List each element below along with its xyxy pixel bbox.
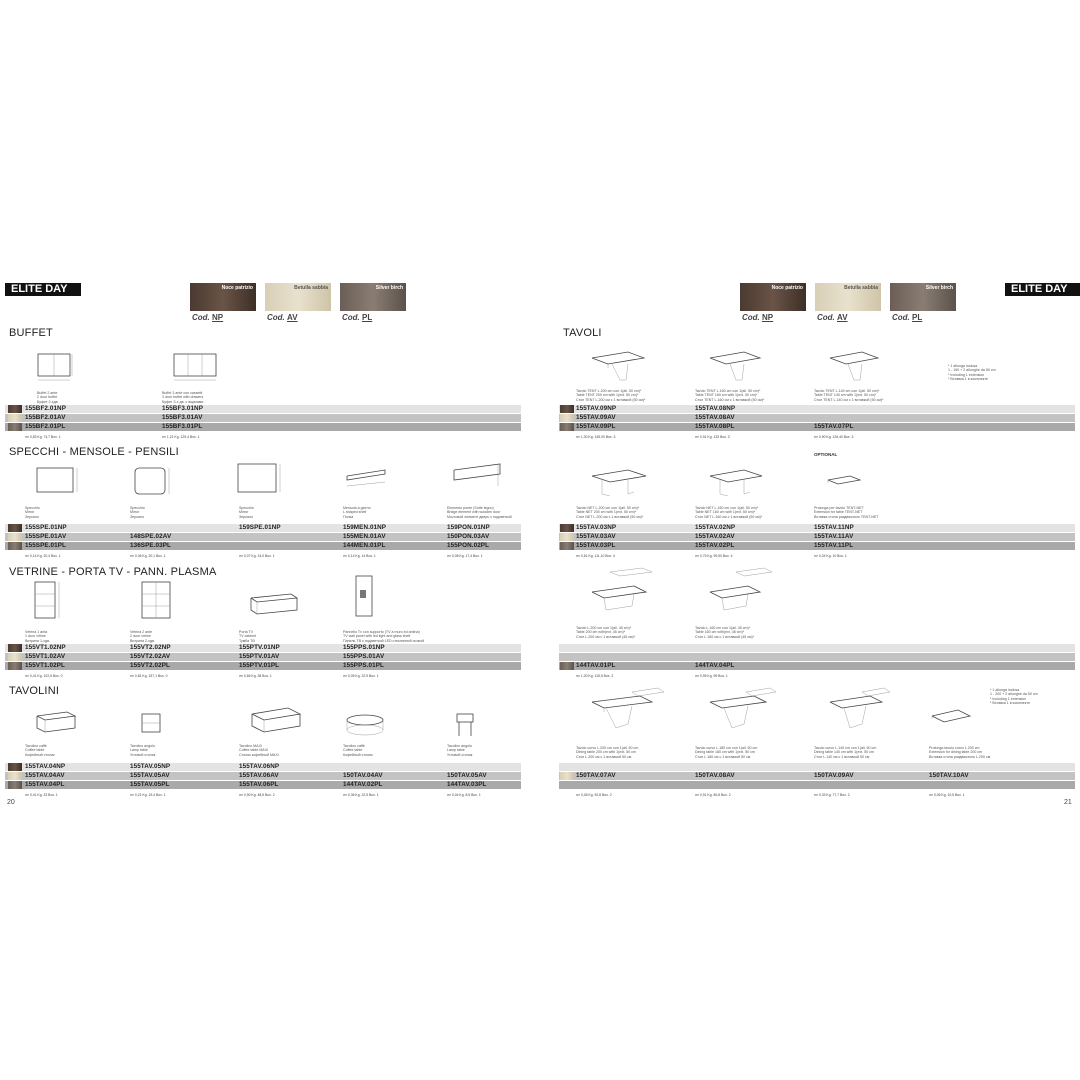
product-code: 144TAV.04PL <box>695 662 735 669</box>
chip-av <box>8 414 22 422</box>
curved-table-140-drawing <box>826 684 896 742</box>
product-code: 155VT1.02PL <box>25 662 65 669</box>
product-code: 155TAV.07PL <box>814 423 854 430</box>
product-spec: m³ 0,36 Kg. 22,5 Box. 1 <box>343 793 379 797</box>
product-spec: m³ 1,21 Kg. 129,4 Box. 1 <box>162 435 200 439</box>
product-code: 155TAV.03NP <box>576 524 617 531</box>
code-row-av <box>559 653 1075 661</box>
chip-av <box>8 533 22 541</box>
code-row-pl <box>559 781 1075 789</box>
table-160-drawing <box>706 566 778 626</box>
product-spec: m³ 0,06 Kg. 20,1 Box. 1 <box>130 554 166 558</box>
product-code: 155TAV.04NP <box>25 763 66 770</box>
mirror-drawing <box>133 466 183 502</box>
product-spec: m³ 0,41 Kg. 32 Box. 1 <box>25 793 58 797</box>
product-code: 155TAV.03PL <box>576 542 616 549</box>
cod-prefix: Cod. <box>342 313 360 322</box>
product-spec: m³ 0,91 Kg. 80,8 Box. 2 <box>695 793 731 797</box>
product-code: 155BF3.01NP <box>162 405 204 412</box>
swatch-noce-patrizio <box>190 283 256 311</box>
product-description: Vetrina 2 ante 2 door vitrine Витрина 2-хдв. <box>130 630 156 643</box>
product-code: 155PPS.01AV <box>343 653 385 660</box>
curved-table-180-drawing <box>706 684 780 742</box>
product-code: 155TAV.06PL <box>239 781 279 788</box>
product-description: Buffet 2 ante 2 door buffet Буфет 2-хдв. <box>37 391 59 404</box>
product-code: 155TAV.03AV <box>576 533 616 540</box>
product-description: Tavolino caffè Coffee table Кофейный столик <box>343 744 373 757</box>
product-spec: m³ 0,95 Kg. 99 Box. 1 <box>695 674 728 678</box>
product-code: 155SPE.01NP <box>25 524 67 531</box>
swatch-label: Silver birch <box>925 285 953 291</box>
swatch-silver-birch <box>890 283 956 311</box>
product-code: 155PTV.01NP <box>239 644 280 651</box>
bridge-element-drawing <box>452 462 512 498</box>
cod-code: PL <box>912 313 923 322</box>
chip-np <box>8 763 22 771</box>
chip-pl <box>8 423 22 431</box>
code-row-pl <box>5 423 521 431</box>
product-code: 155TAV.09AV <box>576 414 616 421</box>
section-title-tavoli: TAVOLI <box>563 327 602 339</box>
page-number-left: 20 <box>7 799 15 806</box>
product-spec: m³ 0,66 Kg. 38 Box. 1 <box>239 674 272 678</box>
buffet-3-door-drawing <box>172 352 222 388</box>
product-code: 144TAV.02PL <box>343 781 383 788</box>
product-code: 155PPS.01PL <box>343 662 385 669</box>
cod-code: PL <box>362 313 373 322</box>
product-description: Pannello Tv con supporto (TV a muro ed antina) TV wall panel with led light and glass shelf Панель ТВ с подсветкой LED стеклянной полкой <box>343 630 425 643</box>
product-code: 155SPE.01AV <box>25 533 67 540</box>
table-200-drawing <box>588 566 660 626</box>
product-code: 150TAV.08AV <box>695 772 735 779</box>
product-description: Mensola a giorno L shaped shelf Полка <box>343 506 371 519</box>
product-spec: m³ 0,05 Kg. 22,9 Box. 1 <box>343 674 379 678</box>
product-code: 155TAV.04PL <box>25 781 65 788</box>
product-description: Tavolino MAXI Coffee table MAXI Столик кофейный MAXI <box>239 744 279 757</box>
chip-np <box>8 524 22 532</box>
product-description: Tavolo L.200 cm con 1(all. 45 cm)* Table 200 cm with(ext. 45 cm)* Стол L.200 см с 1 вставкой (45 см)* <box>576 626 636 639</box>
product-code: 155TAV.02AV <box>695 533 735 540</box>
product-description: Prolunga per tavolo TENT-NET Extension for table TENT-NET Вставка стола раздвижного TENT-NET <box>814 506 879 519</box>
product-code: 155TAV.08NP <box>695 405 736 412</box>
product-code: 155TAV.08AV <box>695 414 735 421</box>
code-row-pl <box>559 662 1075 670</box>
chip-pl <box>8 542 22 550</box>
product-code: 155TAV.09PL <box>576 423 616 430</box>
table-net-160-drawing <box>706 466 768 504</box>
product-code: 159SPE.01NP <box>239 524 281 531</box>
product-spec: m³ 0,90 Kg. 48,5 Box. 2 <box>239 793 275 797</box>
cod-np <box>742 313 773 322</box>
product-code: 155PON.02PL <box>447 542 490 549</box>
code-row-np <box>559 644 1075 652</box>
product-spec: m³ 0,08 Kg. 17,4 Box. 1 <box>447 554 483 558</box>
mirror-drawing <box>236 462 286 498</box>
product-code: 150PON.03AV <box>447 533 490 540</box>
product-code: 155VT2.02NP <box>130 644 171 651</box>
product-code: 155VT2.02PL <box>130 662 170 669</box>
extension-drawing <box>826 474 866 494</box>
swatch-betulla-sabbia <box>265 283 331 311</box>
swatch-label: Betulla sabbia <box>294 285 328 291</box>
product-description: Tavolino caffè Coffee table Кофейный столик <box>25 744 55 757</box>
chip-pl <box>560 423 574 431</box>
product-description: Tavolo NET L.160 cm con 1(all. 50 cm)* Table NET 160 cm with 1(ext. 50 cm)* Стол NET L.160 см с 1 вставкой (50 см)* <box>695 506 763 519</box>
product-spec: m³ 0,14 Kg. 14 Box. 1 <box>343 554 376 558</box>
product-note: * 1 allunga inclusa 1 - 160 + 2 allunghe da 50 cm * Including 1 extension * Вставка 1 в комплекте <box>948 364 996 382</box>
code-row-np <box>559 405 1075 413</box>
swatch-betulla-sabbia <box>815 283 881 311</box>
chip-av <box>560 772 574 780</box>
brand-label-right: ELITE DAY <box>1005 283 1080 296</box>
coffee-table-drawing <box>33 710 83 742</box>
chip-av <box>560 414 574 422</box>
shelf-drawing <box>345 462 395 498</box>
product-code: 148SPE.02AV <box>130 533 172 540</box>
vitrine-1-door-drawing <box>33 580 69 626</box>
product-code: 155BF2.01NP <box>25 405 67 412</box>
product-code: 155TAV.06NP <box>239 763 280 770</box>
product-description: Tavolo NET L.200 cm con 1(all. 50 cm)* Table NET 200 cm with 1(ext. 50 cm)* Стол NET L.200 см с 1 вставкой (50 см)* <box>576 506 644 519</box>
product-description: Buffet 3 ante con cassetti 3 door buffet with drawers Буфет 3-х дв. с ящиками <box>162 391 204 404</box>
chip-pl <box>8 662 22 670</box>
product-code: 144MEN.01PL <box>343 542 386 549</box>
code-row-av <box>559 414 1075 422</box>
cod-prefix: Cod. <box>742 313 760 322</box>
chip-pl <box>560 662 574 670</box>
table-tent-140-drawing <box>826 348 886 386</box>
swatch-silver-birch <box>340 283 406 311</box>
product-code: 155TAV.04AV <box>25 772 65 779</box>
product-spec: m³ 0,06 Kg. 10,5 Box. 1 <box>929 793 965 797</box>
coffee-table-drawing <box>345 712 395 740</box>
product-description: Specchio Mirror Зеркало <box>25 506 40 519</box>
product-description: Tavolo curvo L.200 cm con 1(all. 50 cm Dining table 200 cm with 1(ext. 50 cm Стол L.200 см с 1 вставкой 50 см <box>576 746 639 759</box>
product-spec: m³ 0,81 Kg. 157,1 Box. 0 <box>130 674 168 678</box>
cod-pl <box>342 313 372 322</box>
optional-label: OPTIONAL <box>814 452 838 457</box>
chip-av <box>560 533 574 541</box>
product-description: Tavolo L.160 cm con 1(all. 45 cm)* Table 160 cm with(ext. 45 cm)* Стол L.160 см с 1 вставкой (45 см)* <box>695 626 755 639</box>
product-description: Tavolo TENT L.160 cm con 1(all. 50 cm)* Table TENT 160 cm with 1(ext. 50 cm)* Стол TENT L.160 см с 1 вставкой (50 см)* <box>695 389 765 402</box>
chip-np <box>8 644 22 652</box>
chip-np <box>560 524 574 532</box>
cod-code: NP <box>762 313 774 322</box>
page-number-right: 21 <box>1064 799 1072 806</box>
table-net-200-drawing <box>588 466 650 504</box>
cod-prefix: Cod. <box>192 313 210 322</box>
product-description: Tavolo curvo L.140 cm con 1(all. 50 cm Dining table 140 cm with 1(ext. 50 cm Стол L.140 см с 1 вставкой 50 см <box>814 746 877 759</box>
product-spec: m³ 0,90 Kg. 126,40 Box. 3 <box>814 435 854 439</box>
product-spec: m³ 1,00 Kg. 115,5 Box. 2 <box>576 674 614 678</box>
product-code: 150TAV.09AV <box>814 772 854 779</box>
product-spec: m³ 0,04 Kg. 8,5 Box. 1 <box>447 793 481 797</box>
swatch-label: Noce patrizio <box>771 285 803 291</box>
product-code: 150TAV.05AV <box>447 772 487 779</box>
product-code: 150TAV.04AV <box>343 772 383 779</box>
table-tent-200-drawing <box>588 348 648 386</box>
product-code: 155PPS.01NP <box>343 644 385 651</box>
buffet-2-door-drawing <box>36 352 76 388</box>
product-spec: m³ 0,61 Kg. 111,10 Box. 4 <box>576 554 615 558</box>
tv-panel-drawing <box>352 574 382 620</box>
product-code: 144TAV.01PL <box>576 662 616 669</box>
swatch-label: Silver birch <box>375 285 403 291</box>
product-code: 155TAV.02NP <box>695 524 736 531</box>
section-title-buffet: BUFFET <box>9 327 53 339</box>
chip-av <box>8 653 22 661</box>
product-code: 144TAV.03PL <box>447 781 487 788</box>
product-code: 155TAV.05NP <box>130 763 171 770</box>
product-description: Tavolo TENT L.140 cm con 1(all. 50 cm)* Table TENT 140 cm with 1(ext. 50 cm)* Стол TENT L.140 см с 1 вставкой (50 см)* <box>814 389 884 402</box>
cod-av <box>817 313 848 322</box>
product-code: 136SPE.03PL <box>130 542 172 549</box>
product-spec: m³ 0,04 Kg. 10 Box. 1 <box>814 554 847 558</box>
product-description: Tavolino angolo Lamp table Угловой столик <box>130 744 156 757</box>
mirror-drawing <box>35 466 85 502</box>
code-row-pl <box>5 542 521 550</box>
code-row-np <box>559 763 1075 771</box>
product-spec: m³ 0,14 Kg. 20,4 Box. 1 <box>25 554 61 558</box>
product-spec: m³ 1,00 Kg. 145,00 Box. 3 <box>576 435 616 439</box>
chip-pl <box>8 781 22 789</box>
lamp-table-drawing <box>455 712 485 744</box>
product-spec: m³ 0,21 Kg. 19,4 Box. 1 <box>130 793 166 797</box>
product-code: 155TAV.11AV <box>814 533 854 540</box>
swatch-noce-patrizio <box>740 283 806 311</box>
product-code: 155VT1.02AV <box>25 653 66 660</box>
lamp-table-drawing <box>140 710 170 742</box>
swatch-label: Noce patrizio <box>221 285 253 291</box>
product-code: 155BF2.01AV <box>25 414 66 421</box>
coffee-table-maxi-drawing <box>248 706 308 738</box>
product-spec: m³ 0,75 Kg. 99,50 Box. 4 <box>695 554 733 558</box>
tv-cabinet-drawing <box>247 590 303 626</box>
product-code: 155TAV.06AV <box>239 772 279 779</box>
product-code: 155TAV.09NP <box>576 405 617 412</box>
cod-prefix: Cod. <box>267 313 285 322</box>
vitrine-2-door-drawing <box>140 580 180 626</box>
section-title-specchi: SPECCHI - MENSOLE - PENSILI <box>9 446 179 458</box>
code-row-np <box>5 405 521 413</box>
product-spec: m³ 0,91 Kg. 133 Box. 3 <box>695 435 730 439</box>
swatch-label: Betulla sabbia <box>844 285 878 291</box>
product-code: 155BF3.01AV <box>162 414 203 421</box>
product-code: 159MEN.01NP <box>343 524 387 531</box>
product-description: Elemento ponte (Sutte legno) Bridge element with wooden door Мостовой элемент дверь с подсветкой <box>447 506 512 519</box>
product-spec: m³ 0,33 Kg. 77,7 Box. 2 <box>814 793 850 797</box>
cod-code: AV <box>287 313 298 322</box>
brand-label-left: ELITE DAY <box>5 283 81 296</box>
product-code: 155SPE.01PL <box>25 542 67 549</box>
product-code: 155PTV.01PL <box>239 662 280 669</box>
chip-np <box>560 405 574 413</box>
product-code: 155TAV.11PL <box>814 542 854 549</box>
table-tent-160-drawing <box>706 348 766 386</box>
section-title-tavolini: TAVOLINI <box>9 685 60 697</box>
product-code: 155BF3.01PL <box>162 423 203 430</box>
curved-table-200-drawing <box>588 684 668 742</box>
code-row-av <box>5 414 521 422</box>
product-code: 150TAV.10AV <box>929 772 969 779</box>
product-description: Specchio Mirror Зеркало <box>239 506 254 519</box>
cod-code: NP <box>212 313 224 322</box>
code-row-av <box>5 533 521 541</box>
product-code: 155VT1.02NP <box>25 644 66 651</box>
cod-av <box>267 313 298 322</box>
product-description: Vetrina 1 anta 1 door vitrine Витрина 1-хдв. <box>25 630 51 643</box>
product-spec: m³ 0,07 Kg. 24,0 Box. 1 <box>239 554 275 558</box>
product-code: 155VT2.02AV <box>130 653 171 660</box>
product-code: 155TAV.08PL <box>695 423 735 430</box>
section-title-vetrine: VETRINE - PORTA TV - PANN. PLASMA <box>9 566 217 578</box>
cod-np <box>192 313 223 322</box>
product-code: 155PTV.01AV <box>239 653 280 660</box>
product-code: 155BF2.01PL <box>25 423 66 430</box>
product-spec: m³ 0,45 Kg. 92,8 Box. 2 <box>576 793 612 797</box>
product-code: 155TAV.02PL <box>695 542 735 549</box>
product-description: Tavolo TENT L.200 cm con 1(all. 50 cm)* Table TENT 200 cm with 1(ext. 50 cm)* Стол TENT L.200 см с 1 вставкой (50 см)* <box>576 389 646 402</box>
product-code: 155TAV.05PL <box>130 781 170 788</box>
product-code: 159PON.01NP <box>447 524 490 531</box>
cod-prefix: Cod. <box>817 313 835 322</box>
product-description: Porta TV TV cabinet Тумба ТВ <box>239 630 257 643</box>
cod-prefix: Cod. <box>892 313 910 322</box>
chip-pl <box>560 542 574 550</box>
product-spec: m³ 0,83 Kg. 74,7 Box. 1 <box>25 435 61 439</box>
product-code: 155MEN.01AV <box>343 533 386 540</box>
product-code: 155TAV.11NP <box>814 524 854 531</box>
product-description: Tavolo curvo L.180 cm con 1(all. 50 cm Dining table 180 cm with 1(ext. 50 cm Стол L.180 см с 1 вставкой 50 см <box>695 746 758 759</box>
product-description: Prolunga tavolo curvo L.200 cm Extension for dining table 200 cm Вставка стола раздвижного L.200 см <box>929 746 991 759</box>
product-note: * 1 allunga inclusa 1 - 200 + 2 allunghe da 50 cm * Including 1 extension * Вставка 1 в комплекте <box>990 688 1038 706</box>
cod-code: AV <box>837 313 848 322</box>
product-spec: m³ 0,41 Kg. 102,6 Box. 0 <box>25 674 63 678</box>
chip-np <box>8 405 22 413</box>
cod-pl <box>892 313 922 322</box>
product-description: Tavolino angolo Lamp table Угловой столик <box>447 744 473 757</box>
product-code: 150TAV.07AV <box>576 772 616 779</box>
product-description: Specchio Mirror Зеркало <box>130 506 145 519</box>
curved-extension-drawing <box>930 708 974 732</box>
product-code: 155TAV.05AV <box>130 772 170 779</box>
chip-av <box>8 772 22 780</box>
